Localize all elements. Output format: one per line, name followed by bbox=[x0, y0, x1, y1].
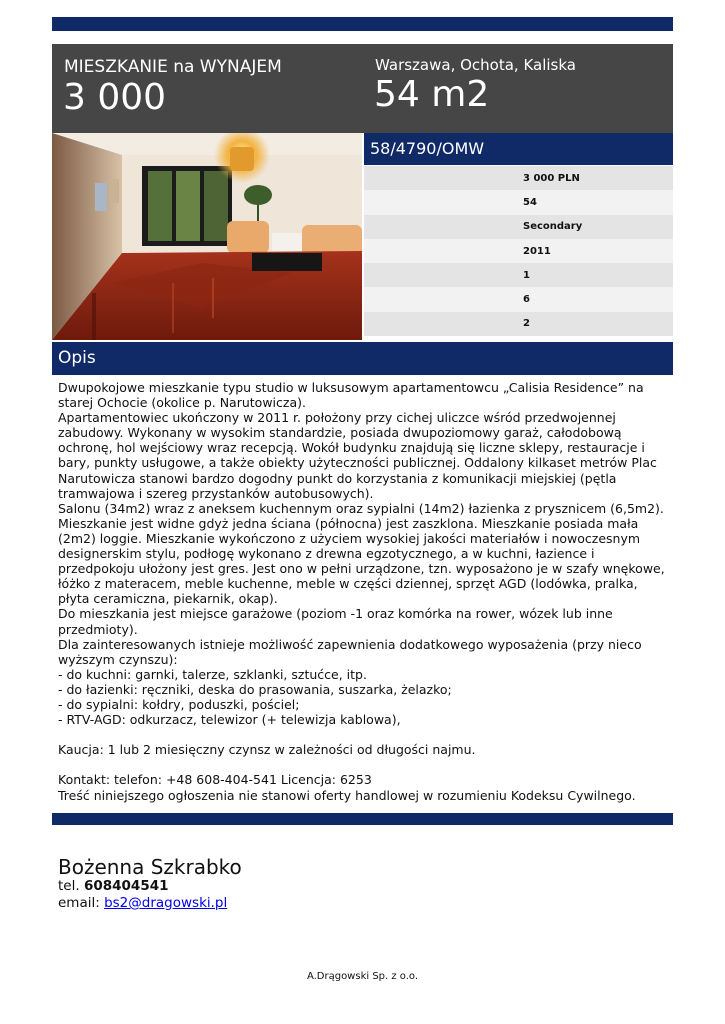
param-row bbox=[364, 312, 673, 336]
section-divider-bar bbox=[52, 813, 673, 825]
footer-company: A.Drągowski Sp. z o.o. bbox=[306, 971, 419, 982]
param-row bbox=[364, 215, 673, 239]
listing-price: 3 000 bbox=[63, 77, 167, 118]
agent-name: Bożenna Szkrabko bbox=[58, 855, 242, 879]
description-paragraph: - do kuchni: garnki, talerze, szklanki, sztućce, itp. bbox=[58, 666, 367, 682]
listing-location: Warszawa, Ochota, Kaliska bbox=[375, 56, 576, 74]
parameters-table bbox=[364, 166, 673, 336]
param-value: 54 bbox=[523, 196, 537, 208]
email-label: email: bbox=[58, 895, 100, 911]
description-paragraph: Kaucja: 1 lub 2 miesięczny czynsz w zależności od długości najmu. bbox=[58, 742, 476, 758]
description-heading: Opis bbox=[52, 342, 673, 375]
top-accent-bar bbox=[52, 17, 673, 31]
description-paragraph: Dwupokojowe mieszkanie typu studio w luksusowym apartamentowcu „Calisia Residence” na starej Ochocie (okolice p. Narutowicza). bbox=[58, 380, 644, 411]
param-row bbox=[364, 287, 673, 311]
description-paragraph: - RTV-AGD: odkurzacz, telewizor (+ telewizja kablowa), bbox=[58, 712, 401, 728]
phone-number: 608404541 bbox=[83, 878, 169, 894]
apartment-photo-illustration bbox=[52, 133, 362, 340]
param-row bbox=[364, 263, 673, 287]
paragraph-spacer bbox=[58, 757, 670, 772]
param-row bbox=[364, 166, 673, 190]
description-paragraph: - do sypialni: kołdry, poduszki, pościel; bbox=[58, 696, 300, 712]
description-paragraph: Apartamentowiec ukończony w 2011 r. położony przy cichej uliczce wśród przedwojennej zabudowy. Wykonany w wysokim standardzie, posiada dwupoziomowy garaż, całodobową ochronę, hol wejściowy wraz recepcją. Wokół budynku znajdują się liczne sklepy, restauracje i bary, punkty usługowe, a także obiekty użyteczności publicznej. Oddalony kilkaset metrów Plac Narutowicza stanowi bardzo dogodny punkt do korzystania z komunikacji miejskiej (pętla tramwajowa i szereg przystanków autobusowych). bbox=[58, 410, 657, 501]
agent-phone bbox=[58, 878, 169, 894]
param-row bbox=[364, 190, 673, 214]
param-value: Secondary bbox=[523, 221, 583, 233]
email-link[interactable]: bs2@dragowski.pl bbox=[104, 895, 228, 911]
description-paragraph: Salonu (34m2) wraz z aneksem kuchennym oraz sypialni (14m2) łazienka z prysznicem (6,5m2). Mieszkanie jest widne gdyż jedna ściana (północna) jest zaszklona. Mieszkanie posiada mała (2m2) loggie. Mieszkanie wykończono z użyciem wysokiej jakości materiałów i nowoczesnym designerskim stylu, podłogę wykonano z drewna egzotycznego, a w kuchni, łazience i przedpokoju ułożony jest gres. Jest ono w pełni urządzone, tzn. wyposażono je w szafy wnękowe, łóżko z materacem, meble kuchenne, meble w części dziennej, sprzęt AGD (lodówka, pralka, płyta ceramiczna, piekarnik, okap). bbox=[58, 500, 665, 607]
apartment-photo bbox=[52, 133, 362, 340]
description-paragraph: - do łazienki: ręczniki, deska do prasowania, suszarka, żelazko; bbox=[58, 681, 452, 697]
phone-label: tel. bbox=[58, 878, 80, 894]
listing-area: 54 m2 bbox=[374, 74, 490, 115]
description-paragraph: Kontakt: telefon: +48 608-404-541 Licencja: 6253 bbox=[58, 772, 372, 788]
param-row bbox=[364, 239, 673, 263]
param-value: 3 000 PLN bbox=[523, 172, 580, 184]
param-value: 6 bbox=[523, 294, 530, 306]
param-value: 2 bbox=[523, 318, 530, 330]
description-paragraph: Do mieszkania jest miejsce garażowe (poziom -1 oraz komórka na rower, wózek lub inne przedmioty). bbox=[58, 606, 613, 637]
listing-type: MIESZKANIE na WYNAJEM bbox=[64, 57, 282, 77]
description-text bbox=[58, 380, 670, 803]
reference-number: 58/4790/OMW bbox=[364, 133, 673, 165]
paragraph-spacer bbox=[58, 727, 670, 742]
description-paragraph: Dla zainteresowanych istnieje możliwość zapewnienia dodatkowego wyposażenia (przy nieco wyższym czynszu): bbox=[58, 636, 642, 667]
listing-header bbox=[52, 44, 673, 133]
param-value: 2011 bbox=[523, 245, 551, 257]
agent-email bbox=[58, 895, 227, 911]
param-value: 1 bbox=[523, 269, 530, 281]
description-paragraph: Treść niniejszego ogłoszenia nie stanowi oferty handlowej w rozumieniu Kodeksu Cywilnego. bbox=[58, 787, 636, 803]
